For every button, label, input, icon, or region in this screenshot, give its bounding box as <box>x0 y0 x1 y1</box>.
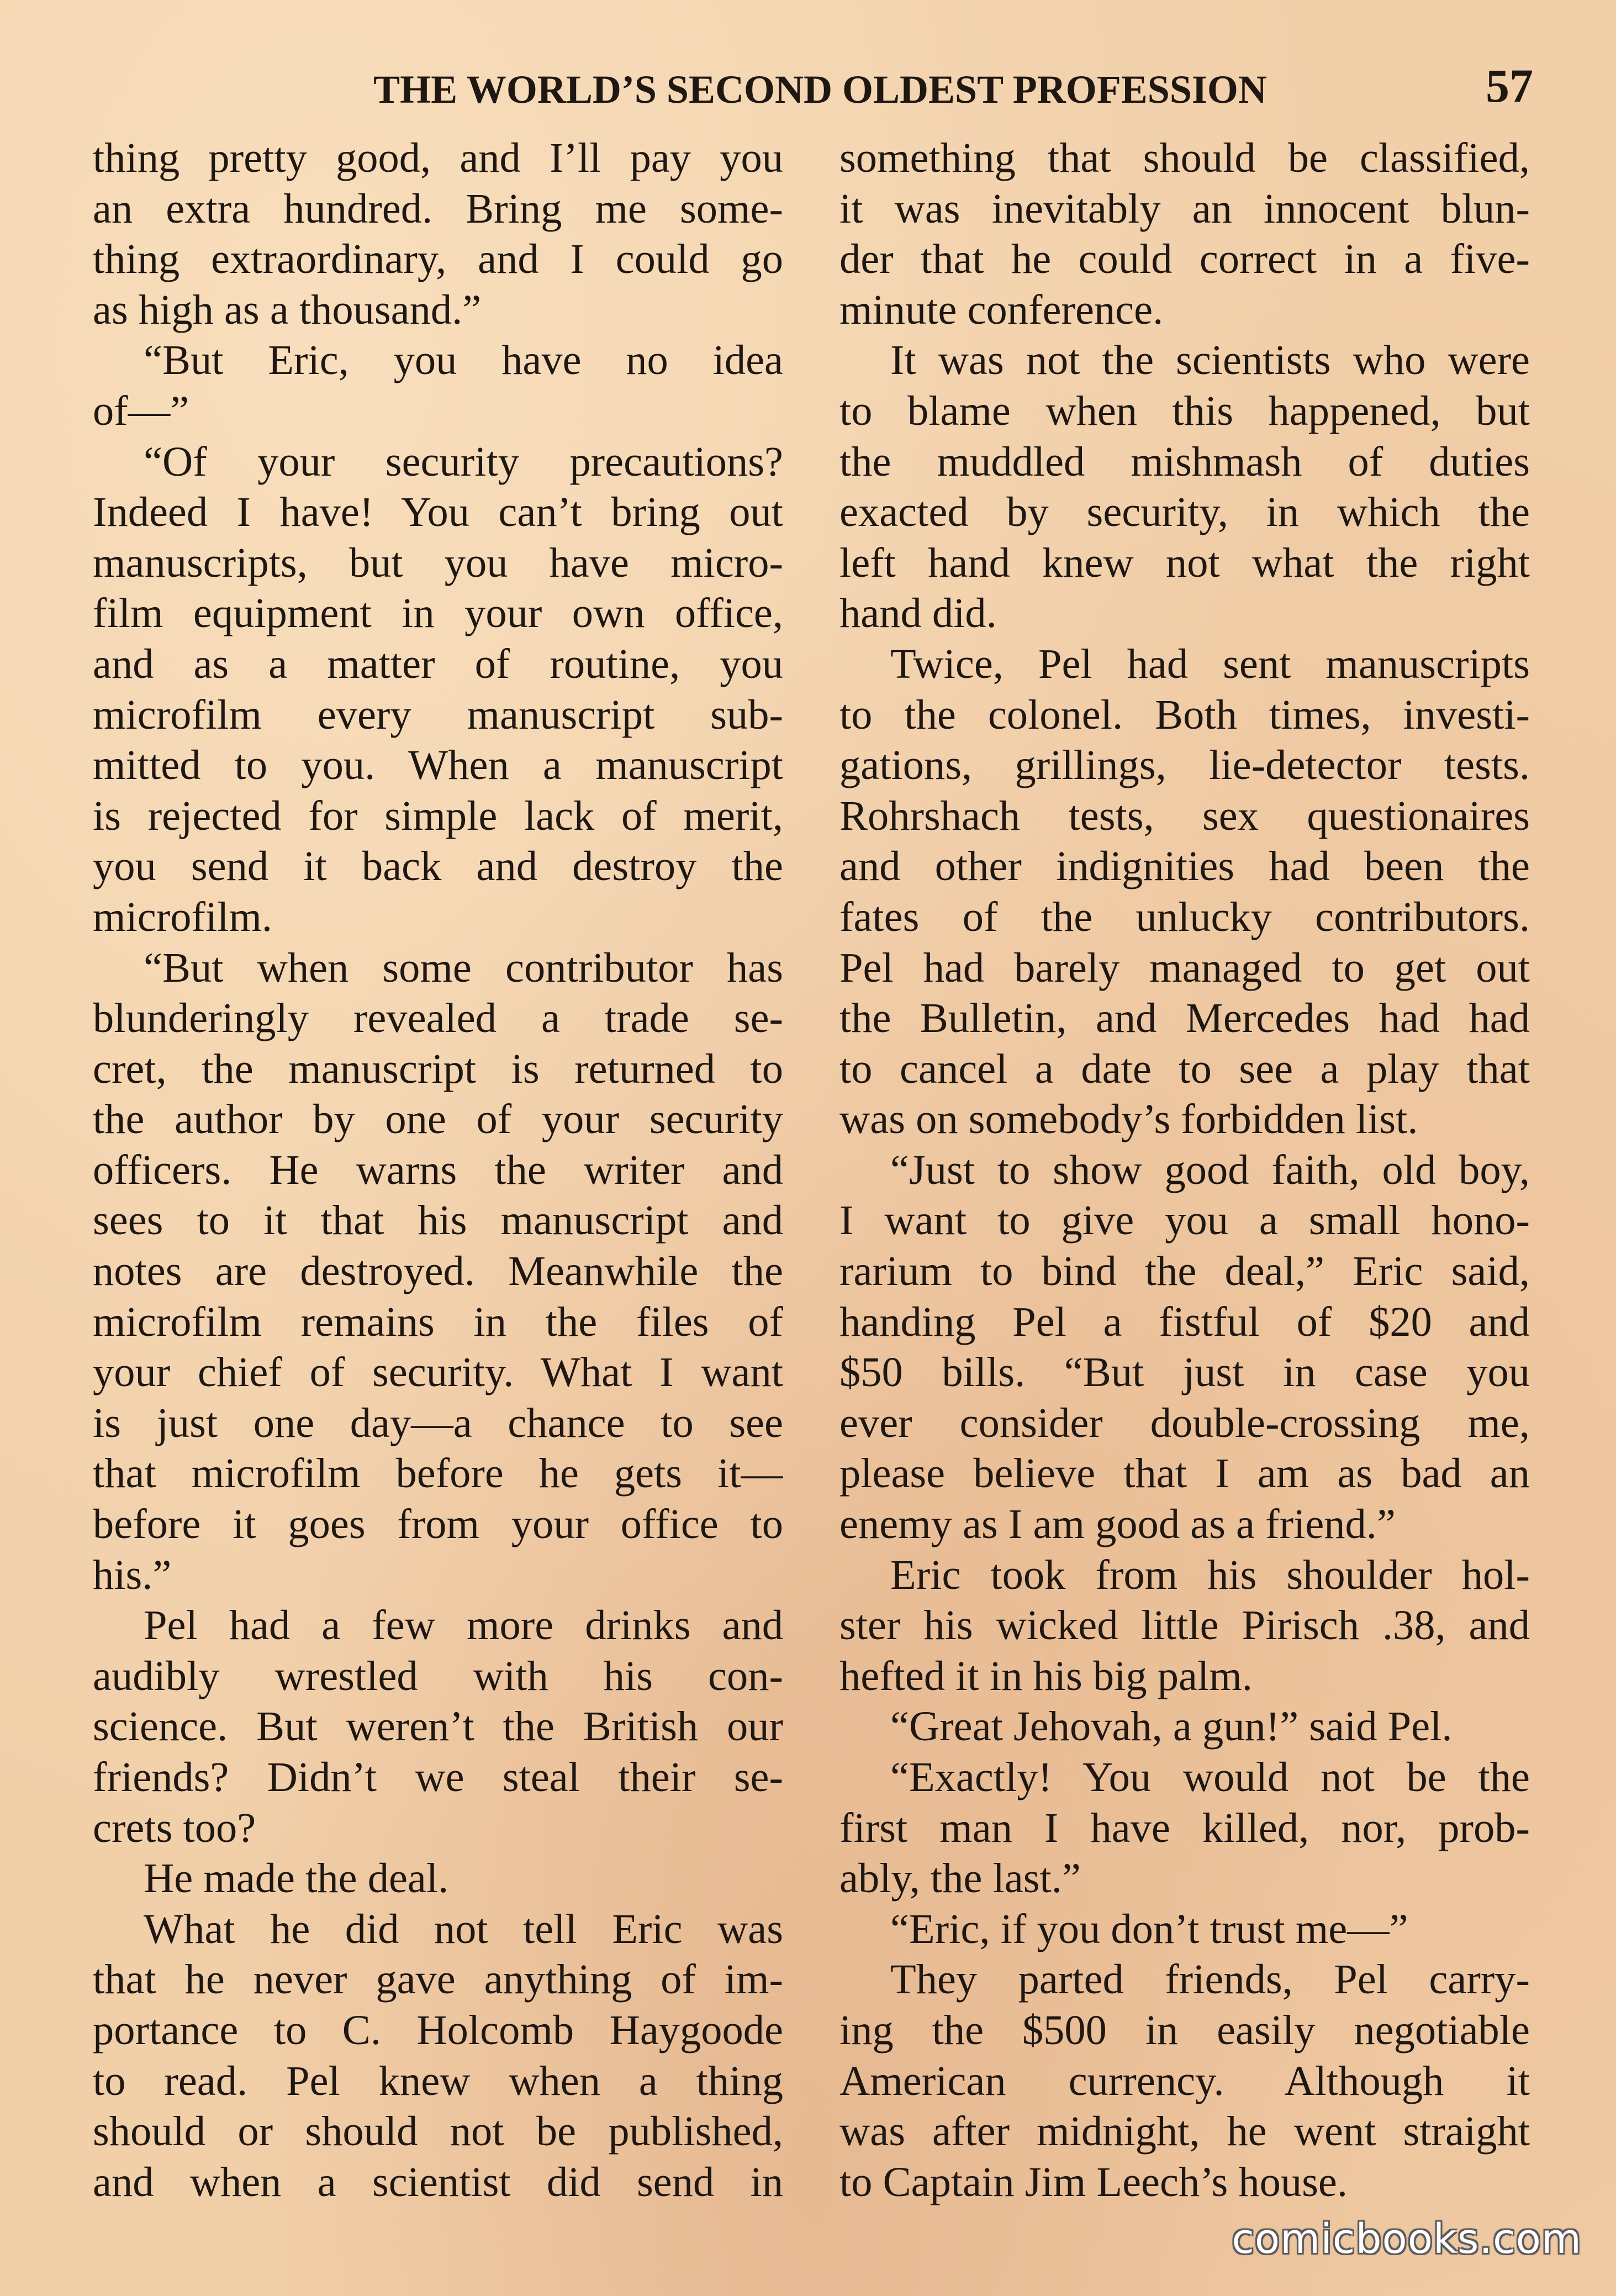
text-line: Pel had a few more drinks and <box>144 1602 783 1649</box>
text-line: “Eric, if you don’t trust me—” <box>890 1905 1408 1952</box>
text-line: der that he could correct in a five- <box>839 235 1530 283</box>
text-line: film equipment in your own office, <box>93 589 783 637</box>
text-line: to Captain Jim Leech’s house. <box>839 2158 1348 2205</box>
text-line: “Just to show good faith, old boy, <box>890 1146 1530 1193</box>
text-line: They parted friends, Pel carry- <box>890 1956 1530 2003</box>
text-line: science. But weren’t the British our <box>93 1703 783 1750</box>
text-line: that he never gave anything of im- <box>93 1956 783 2003</box>
text-line: microfilm remains in the files of <box>93 1298 783 1345</box>
text-line: microfilm. <box>93 893 273 940</box>
text-line: something that should be classified, <box>839 134 1530 181</box>
text-line: an extra hundred. Bring me some- <box>93 185 783 232</box>
text-line: you send it back and destroy the <box>93 842 783 890</box>
text-line: notes are destroyed. Meanwhile the <box>93 1247 783 1295</box>
text-line: It was not the scientists who were <box>890 336 1530 384</box>
text-line: I want to give you a small hono- <box>839 1197 1530 1244</box>
text-line: He made the deal. <box>144 1855 449 1902</box>
text-line: thing pretty good, and I’ll pay you <box>93 134 783 181</box>
text-line: was on somebody’s forbidden list. <box>839 1096 1418 1143</box>
text-line: fates of the unlucky contributors. <box>839 893 1530 940</box>
text-line: should or should not be published, <box>93 2108 783 2155</box>
text-line: Twice, Pel had sent manuscripts <box>890 640 1530 687</box>
text-line: enemy as I am good as a friend.” <box>839 1500 1396 1548</box>
text-line: to blame when this happened, but <box>839 387 1530 434</box>
text-line: “Great Jehovah, a gun!” said Pel. <box>890 1703 1453 1750</box>
text-line: audibly wrestled with his con- <box>93 1652 783 1699</box>
text-line: mitted to you. When a manuscript <box>93 741 783 789</box>
text-line: “Of your security precautions? <box>144 438 783 485</box>
text-line: American currency. Although it <box>839 2057 1530 2104</box>
text-line: hand did. <box>839 589 997 637</box>
text-line: minute conference. <box>839 286 1164 333</box>
text-line: officers. He warns the writer and <box>93 1146 783 1193</box>
text-line: please believe that I am as bad an <box>839 1450 1530 1497</box>
text-line: blunderingly revealed a trade se- <box>93 994 783 1042</box>
text-line: to the colonel. Both times, investi- <box>839 691 1530 738</box>
text-line: it was inevitably an innocent blun- <box>839 185 1530 232</box>
text-line: to cancel a date to see a play that <box>839 1045 1530 1092</box>
text-line: and other indignities had been the <box>839 842 1530 890</box>
text-line: cret, the manuscript is returned to <box>93 1045 783 1092</box>
text-line: his.” <box>93 1551 172 1598</box>
text-line: first man I have killed, nor, prob- <box>839 1804 1530 1851</box>
text-line: ster his wicked little Pirisch .38, and <box>839 1602 1530 1649</box>
page-number: 57 <box>1486 59 1533 112</box>
text-line: portance to C. Holcomb Haygoode <box>93 2006 783 2053</box>
text-line: and when a scientist did send in <box>93 2158 783 2205</box>
text-line: was after midnight, he went straight <box>839 2108 1530 2155</box>
text-line: manuscripts, but you have micro- <box>93 539 783 586</box>
text-line: Rohrshach tests, sex questionaires <box>839 792 1530 839</box>
text-line: that microfilm before he gets it— <box>93 1450 783 1497</box>
text-line: and as a matter of routine, you <box>93 640 783 687</box>
running-title: THE WORLD’S SECOND OLDEST PROFESSION <box>373 67 1267 112</box>
text-line: is just one day—a chance to see <box>93 1399 783 1446</box>
text-line: crets too? <box>93 1804 256 1851</box>
text-line: of—” <box>93 387 189 434</box>
text-line: ever consider double-crossing me, <box>839 1399 1530 1446</box>
text-line: friends? Didn’t we steal their se- <box>93 1753 783 1800</box>
text-line: “Exactly! You would not be the <box>890 1753 1530 1800</box>
text-line: Pel had barely managed to get out <box>839 944 1530 991</box>
text-line: hefted it in his big palm. <box>839 1652 1253 1699</box>
text-line: “But when some contributor has <box>144 944 783 991</box>
text-line: rarium to bind the deal,” Eric said, <box>839 1247 1530 1295</box>
text-line: is rejected for simple lack of merit, <box>93 792 783 839</box>
text-line: to read. Pel knew when a thing <box>93 2057 783 2104</box>
text-line: left hand knew not what the right <box>839 539 1530 586</box>
text-line: sees to it that his manuscript and <box>93 1197 783 1244</box>
text-line: thing extraordinary, and I could go <box>93 235 783 283</box>
text-line: the author by one of your security <box>93 1096 783 1143</box>
text-line: ing the $500 in easily negotiable <box>839 2006 1530 2053</box>
text-line: What he did not tell Eric was <box>144 1905 783 1952</box>
right-text-column <box>839 133 1530 2207</box>
text-line: ably, the last.” <box>839 1855 1081 1902</box>
text-line: $50 bills. “But just in case you <box>839 1349 1530 1396</box>
text-line: the Bulletin, and Mercedes had had <box>839 994 1530 1042</box>
text-line: Indeed I have! You can’t bring out <box>93 488 783 536</box>
text-line: “But Eric, you have no idea <box>144 336 783 384</box>
left-text-column <box>93 133 783 2207</box>
text-line: Eric took from his shoulder hol- <box>890 1551 1530 1598</box>
text-line: microfilm every manuscript sub- <box>93 691 783 738</box>
text-line: gations, grillings, lie-detector tests. <box>839 741 1530 789</box>
text-line: the muddled mishmash of duties <box>839 438 1530 485</box>
text-line: handing Pel a fistful of $20 and <box>839 1298 1530 1345</box>
text-line: exacted by security, in which the <box>839 488 1530 536</box>
text-line: as high as a thousand.” <box>93 286 482 333</box>
text-line: your chief of security. What I want <box>93 1349 783 1396</box>
text-line: before it goes from your office to <box>93 1500 783 1548</box>
site-watermark: comicbooks.com <box>1232 2215 1582 2263</box>
